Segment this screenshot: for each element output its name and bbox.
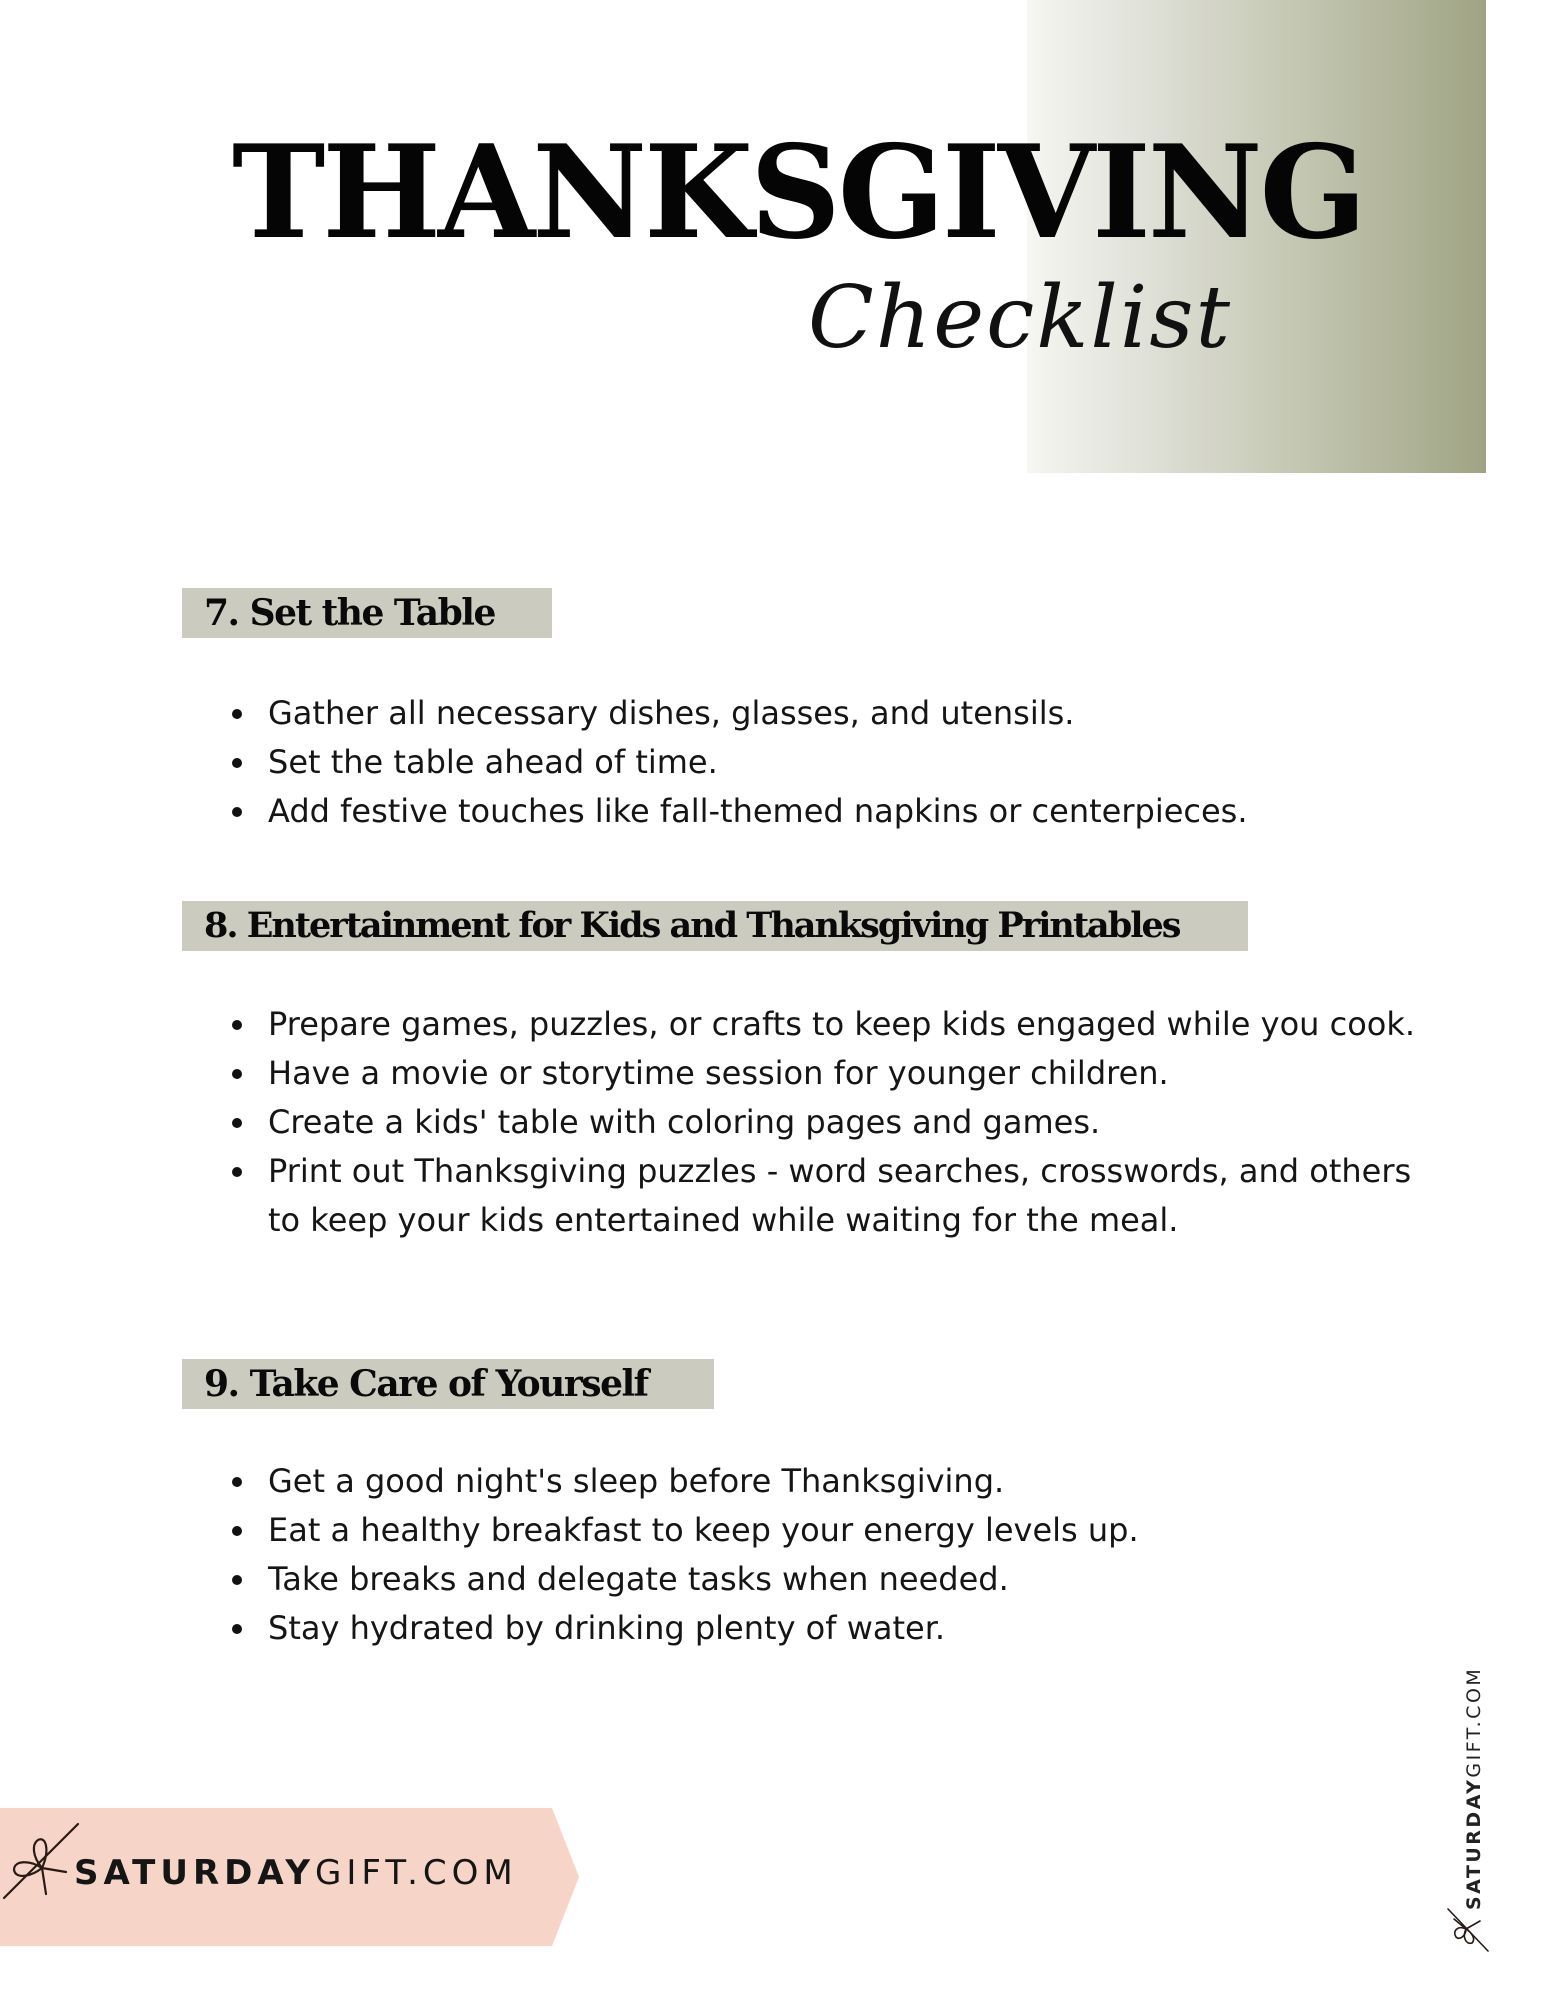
list-item: Add festive touches like fall-themed napkins or centerpieces. (222, 787, 1372, 836)
section-header-take-care: 9. Take Care of Yourself (182, 1359, 714, 1409)
list-item: Gather all necessary dishes, glasses, and utensils. (222, 689, 1372, 738)
logo-bold-text: SATURDAY (74, 1853, 316, 1893)
list-item: Stay hydrated by drinking plenty of water. (222, 1604, 1372, 1653)
list-item: Create a kids' table with coloring pages and games. (222, 1098, 1432, 1147)
checklist-take-care (222, 1457, 1372, 1653)
page-title: THANKSGIVING (232, 118, 1364, 268)
list-item: Eat a healthy breakfast to keep your energy levels up. (222, 1506, 1372, 1555)
page-subtitle: Checklist (808, 268, 1233, 368)
side-vertical-logo (1462, 1645, 1488, 1945)
bow-icon (2, 1820, 80, 1900)
list-item: Prepare games, puzzles, or crafts to keep kids engaged while you cook. (222, 1000, 1432, 1049)
list-item: Get a good night's sleep before Thanksgiving. (222, 1457, 1372, 1506)
checklist-set-the-table (222, 689, 1372, 836)
list-item: Set the table ahead of time. (222, 738, 1372, 787)
section-header-set-the-table: 7. Set the Table (182, 588, 552, 638)
section-header-entertainment: 8. Entertainment for Kids and Thanksgiving Printables (182, 901, 1248, 951)
bow-icon (1446, 1907, 1490, 1953)
side-logo-text (1462, 1667, 1486, 1910)
footer-logo-text (74, 1848, 518, 1898)
footer-logo-banner (0, 1808, 579, 1946)
list-item: Print out Thanksgiving puzzles - word searches, crosswords, and others to keep your kids entertained while waiting for the meal. (222, 1147, 1432, 1245)
logo-light-text: GIFT.COM (315, 1853, 518, 1893)
list-item: Take breaks and delegate tasks when needed. (222, 1555, 1372, 1604)
checklist-entertainment (222, 1000, 1432, 1245)
side-logo-light-text: GIFT.COM (1463, 1666, 1485, 1778)
side-logo-bold-text: SATURDAY (1463, 1777, 1485, 1910)
list-item: Have a movie or storytime session for younger children. (222, 1049, 1432, 1098)
